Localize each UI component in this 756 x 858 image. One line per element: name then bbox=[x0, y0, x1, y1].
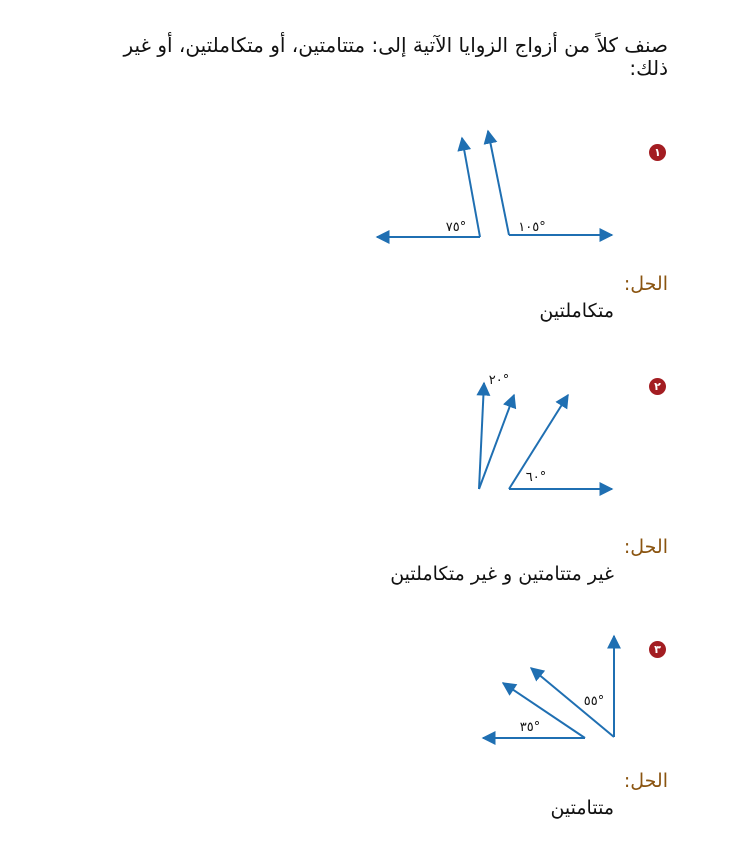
problem-2-angle-label-a: ٢٠° bbox=[488, 373, 510, 388]
problem-2-number-badge: ٢ bbox=[649, 378, 666, 395]
problem-2-solution-label: الحل: bbox=[623, 536, 668, 558]
problem-3-angle-label-a: ٥٥° bbox=[583, 694, 605, 709]
problem-1-angle-label-b: ٧٥° bbox=[445, 220, 467, 235]
instruction-text: صنف كلاً من أزواج الزوايا الآتية إلى: متتامتين، أو متكاملتين، أو غير ذلك: bbox=[123, 33, 668, 80]
problem-2-angle-label-b: ٦٠° bbox=[525, 470, 547, 485]
problem-3-ray-diag-2 bbox=[503, 683, 585, 738]
problem-1-figure bbox=[377, 131, 612, 237]
problem-3-answer: متتامتين bbox=[550, 797, 614, 819]
problem-3-figure bbox=[483, 636, 614, 738]
problem-1-ray-up-right bbox=[488, 131, 509, 235]
problem-2-ray-b bbox=[479, 395, 514, 489]
problem-1-answer: متكاملتين bbox=[539, 300, 614, 322]
problem-2-ray-a bbox=[479, 383, 484, 489]
problem-1-solution-label: الحل: bbox=[623, 273, 668, 295]
problem-3-number-badge: ٣ bbox=[649, 641, 666, 658]
problem-2-answer: غير متتامتين و غير متكاملتين bbox=[390, 563, 614, 585]
problem-1-number-badge: ١ bbox=[649, 144, 666, 161]
problem-3-solution-label: الحل: bbox=[623, 770, 668, 792]
problem-1-angle-label-a: ١٠٥° bbox=[518, 220, 546, 235]
problem-3-angle-label-b: ٣٥° bbox=[519, 720, 541, 735]
